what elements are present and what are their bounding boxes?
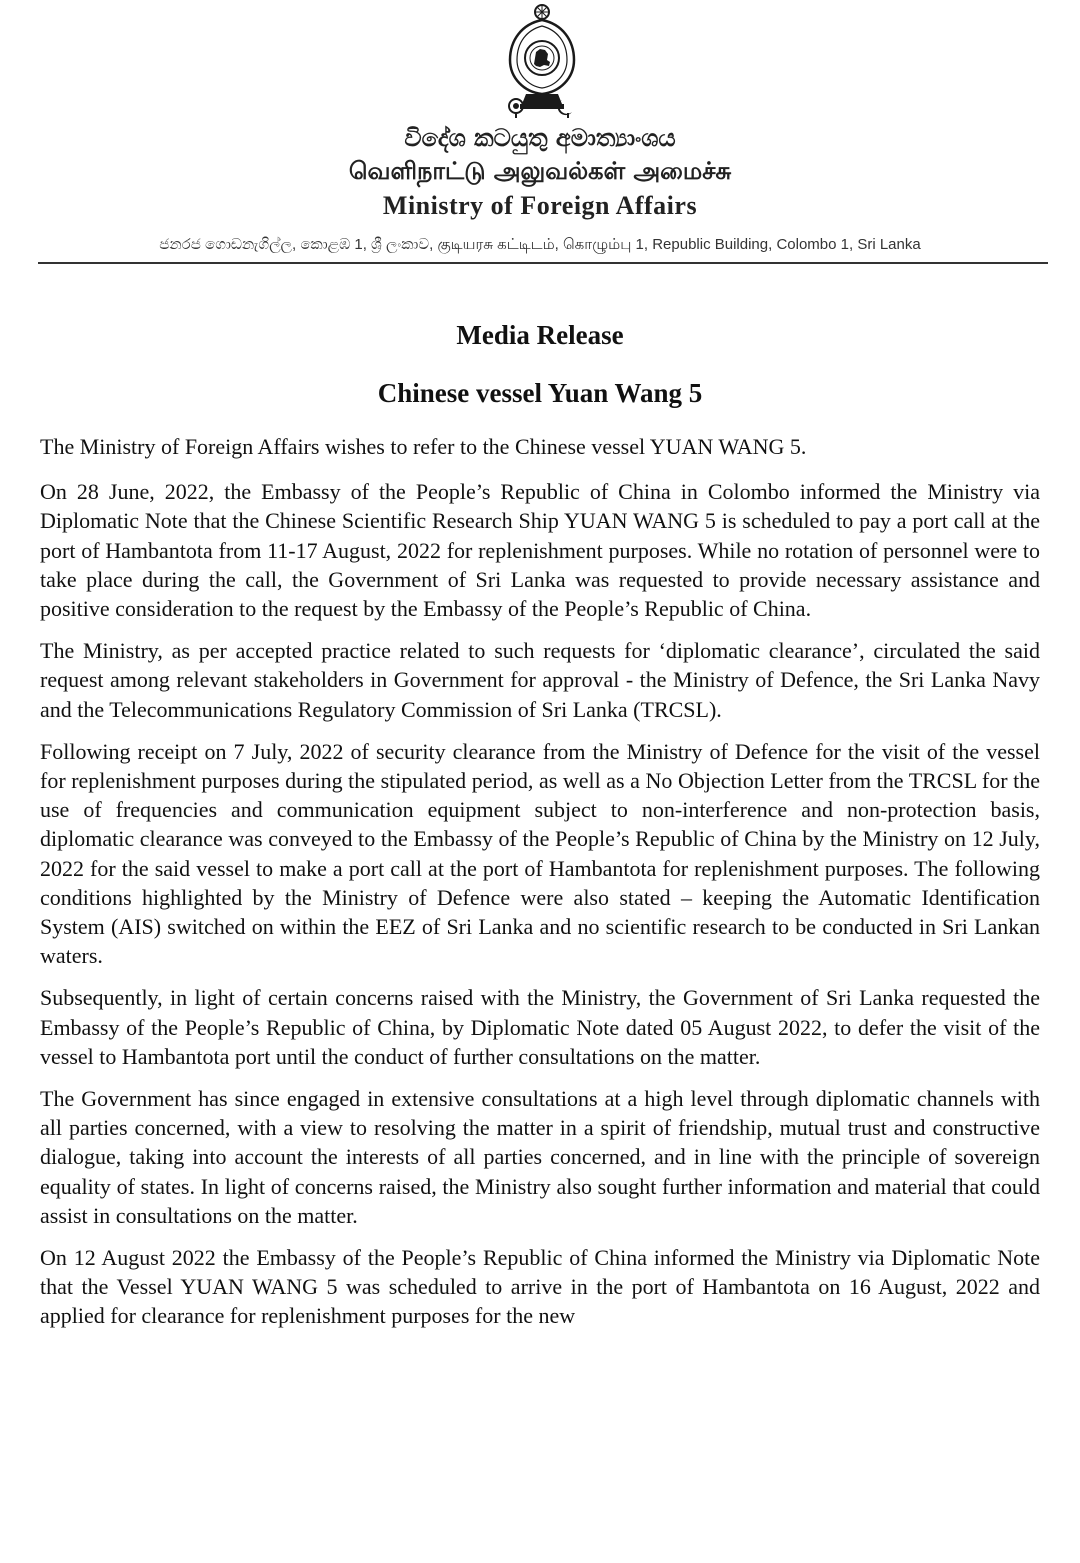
ministry-name-english: Ministry of Foreign Affairs [382,191,698,220]
document-heading: Media Release [456,320,624,350]
paragraph: On 12 August 2022 the Embassy of the People’s Republic of China informed the Ministry via Diplomatic Note that the Vessel YUAN WANG 5 was scheduled to arrive in the port of Hambantota on 16 August, 2022 and applied for clearance for replenishment purposes for the new [40,1245,1040,1329]
sri-lanka-emblem-icon [500,2,584,120]
document-body [40,432,1040,1344]
ministry-name-tamil: வெளிநாட்டு அலுவல்கள் அமைச்சு [348,157,732,185]
paragraph: The Government has since engaged in extensive consultations at a high level through diplomatic channels with all parties concerned, with a view to resolving the matter in a spirit of friendship, mutual trust and constructive dialogue, taking into account the interests of all parties concerned, and in line with the principle of sovereign equality of states. In light of concerns raised, the Ministry also sought further information and material that could assist in consultations on the matter. [40,1086,1040,1228]
paragraph: Subsequently, in light of certain concerns raised with the Ministry, the Government of Sri Lanka requested the Embassy of the People’s Republic of China, by Diplomatic Note dated 05 August 2022, to defer the visit of the vessel to Hambantota port until the conduct of further consultations on the matter. [40,985,1040,1069]
paragraph: The Ministry, as per accepted practice related to such requests for ‘diplomatic clearance’, circulated the said request among relevant stakeholders in Government for approval - the Ministry of Defence, the Sri Lanka Navy and the Telecommunications Regulatory Commission of Sri Lanka (TRCSL). [40,638,1040,722]
document-subheading: Chinese vessel Yuan Wang 5 [377,378,703,408]
paragraph: Following receipt on 7 July, 2022 of security clearance from the Ministry of Defence for the visit of the vessel for replenishment purposes during the stipulated period, as well as a No Objection Letter from the TRCSL for the use of frequencies and communication equipment subject to non-interference and non-protection basis, diplomatic clearance was conveyed to the Embassy of the People’s Republic of China by the Ministry on 12 July, 2022 for the said vessel to make a port call at the port of Hambantota for replenishment purposes. The following conditions highlighted by the Ministry of Defence were also stated – keeping the Automatic Identification System (AIS) switched on within the EEZ of Sri Lanka and no scientific research to be conducted in Sri Lankan waters. [40,738,1040,969]
paragraph: The Ministry of Foreign Affairs wishes to refer to the Chinese vessel YUAN WANG 5. [40,434,807,459]
ministry-name-sinhala: විදේශ කටයුතු අමාත්‍යාංශය [404,124,676,152]
paragraph: On 28 June, 2022, the Embassy of the People’s Republic of China in Colombo informed the Ministry via Diplomatic Note that the Chinese Scientific Research Ship YUAN WANG 5 is scheduled to pay a port call at the port of Hambantota from 11-17 August, 2022 for replenishment purposes. While no rotation of personnel were to take place during the call, the Government of Sri Lanka was requested to provide necessary assistance and positive consideration to the request by the Embassy of the People’s Republic of China. [40,479,1040,622]
letterhead-divider [38,262,1048,264]
ministry-address: ජනරජ ගොඩනැගිල්ල, කොළඹ 1, ශ්‍රී ලංකාව, குடியரசு கட்டிடம், கொழும்பு 1, Republic Building, Colombo 1, Sri Lanka [159,236,921,253]
